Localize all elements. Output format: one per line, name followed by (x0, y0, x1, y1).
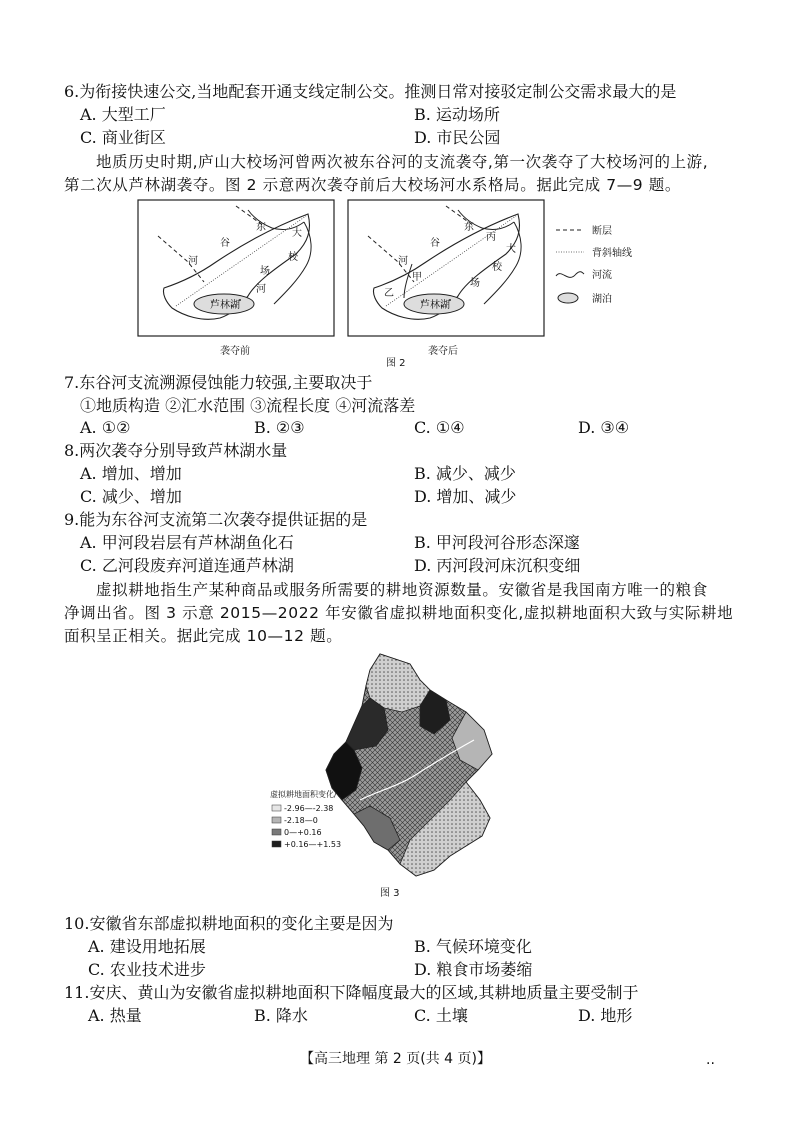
q11-option-a: A. 热量 (88, 1006, 142, 1025)
passage1-line2: 第二次从芦林湖袭夺。图 2 示意两次袭夺前后大校场河水系格局。据此完成 7—9 题。 (64, 176, 681, 194)
legend3-title: 虚拟耕地面积变化/% (270, 790, 345, 799)
after-gu-label: 谷 (430, 238, 440, 249)
page-footer: 【高三地理 第 2 页(共 4 页)】 (300, 1051, 491, 1067)
legend3-item-0: -2.96—-2.38 (284, 804, 334, 813)
after-xiao-label: 校 (492, 262, 502, 273)
q6-option-a: A. 大型工厂 (80, 105, 166, 124)
figure-3-legend (270, 789, 345, 849)
figure-2-legend (556, 224, 632, 305)
before-xiao-label: 校 (288, 252, 298, 263)
passage2-line3: 面积呈正相关。据此完成 10—12 题。 (64, 627, 343, 645)
q6-option-b: B. 运动场所 (414, 105, 500, 124)
q8-option-b: B. 减少、减少 (414, 464, 516, 483)
before-dong-label: 东 (256, 222, 266, 233)
before-lake-label: 芦林湖 (210, 300, 240, 311)
after-dong-label: 东 (464, 222, 474, 233)
before-da-label: 大 (292, 228, 302, 239)
passage1-line1: 地质历史时期,庐山大校场河曾两次被东谷河的支流袭夺,第一次袭夺了大校场河的上游, (96, 153, 709, 171)
q10-stem: 10.安徽省东部虚拟耕地面积的变化主要是因为 (64, 914, 394, 933)
legend-river: 河流 (592, 270, 612, 281)
q8-option-d: D. 增加、减少 (414, 487, 517, 506)
figure-3-label: 图 3 (380, 888, 400, 899)
q8-stem: 8.两次袭夺分别导致芦林湖水量 (64, 441, 288, 460)
figure-3 (270, 650, 520, 900)
legend-fault: 断层 (592, 226, 612, 237)
after-chang-label: 场 (470, 278, 480, 289)
q10-option-a: A. 建设用地拓展 (88, 937, 206, 956)
legend3-item-1: -2.18—0 (284, 816, 318, 825)
anhui-map (326, 654, 492, 876)
q9-option-d: D. 丙河段河床沉积变细 (414, 556, 581, 575)
after-caption: 袭夺后 (428, 346, 458, 357)
figure-2-before-map (138, 200, 334, 336)
q6-option-c: C. 商业街区 (80, 128, 166, 147)
page-footer-dots: .. (706, 1052, 715, 1068)
before-he2-label: 河 (256, 284, 266, 295)
after-he-label: 河 (398, 256, 408, 267)
q11-stem: 11.安庆、黄山为安徽省虚拟耕地面积下降幅度最大的区域,其耕地质量主要受制于 (64, 983, 639, 1002)
q6-option-d: D. 市民公园 (414, 128, 501, 147)
q9-stem: 9.能为东谷河支流第二次袭夺提供证据的是 (64, 510, 368, 529)
q7-option-c: C. ①④ (414, 418, 465, 437)
q9-option-a: A. 甲河段岩层有芦林湖鱼化石 (80, 533, 294, 552)
before-he-label: 河 (188, 256, 198, 267)
q9-option-c: C. 乙河段废弃河道连通芦林湖 (80, 556, 294, 575)
q11-option-b: B. 降水 (254, 1006, 308, 1025)
q8-option-c: C. 减少、增加 (80, 487, 182, 506)
q7-option-b: B. ②③ (254, 418, 305, 437)
q7-items: ①地质构造 ②汇水范围 ③流程长度 ④河流落差 (80, 396, 416, 415)
after-lake-label: 芦林湖 (420, 300, 450, 311)
passage2-line2: 净调出省。图 3 示意 2015—2022 年安徽省虚拟耕地面积变化,虚拟耕地面积大致与实际耕地 (64, 604, 734, 622)
figure-2-label: 图 2 (386, 358, 406, 369)
q7-stem: 7.东谷河支流溯源侵蚀能力较强,主要取决于 (64, 373, 373, 392)
figure-2 (136, 196, 676, 374)
after-da-label: 大 (506, 244, 516, 255)
before-gu-label: 谷 (220, 238, 230, 249)
legend3-item-2: 0—+0.16 (284, 828, 322, 837)
after-yi-label: 乙 (384, 288, 394, 299)
legend-anticline: 背斜轴线 (592, 248, 632, 259)
q9-option-b: B. 甲河段河谷形态深邃 (414, 533, 580, 552)
after-bing-label: 丙 (486, 232, 496, 243)
passage2-line1: 虚拟耕地指生产某种商品或服务所需要的耕地资源数量。安徽省是我国南方唯一的粮食 (96, 581, 708, 599)
after-jia-label: 甲 (412, 272, 422, 283)
before-chang-label: 场 (260, 266, 270, 277)
q11-option-d: D. 地形 (578, 1006, 633, 1025)
q10-option-d: D. 粮食市场萎缩 (414, 960, 533, 979)
q7-option-a: A. ①② (80, 418, 131, 437)
q10-option-b: B. 气候环境变化 (414, 937, 532, 956)
figure-2-after-map (348, 200, 544, 336)
q11-option-c: C. 土壤 (414, 1006, 468, 1025)
q6-stem: 6.为衔接快速公交,当地配套开通支线定制公交。推测日常对接驳定制公交需求最大的是 (64, 82, 677, 101)
legend3-item-3: +0.16—+1.53 (284, 840, 342, 849)
legend-lake: 湖泊 (592, 294, 612, 305)
before-caption: 袭夺前 (220, 346, 250, 357)
q10-option-c: C. 农业技术进步 (88, 960, 206, 979)
q8-option-a: A. 增加、增加 (80, 464, 182, 483)
q7-option-d: D. ③④ (578, 418, 630, 437)
